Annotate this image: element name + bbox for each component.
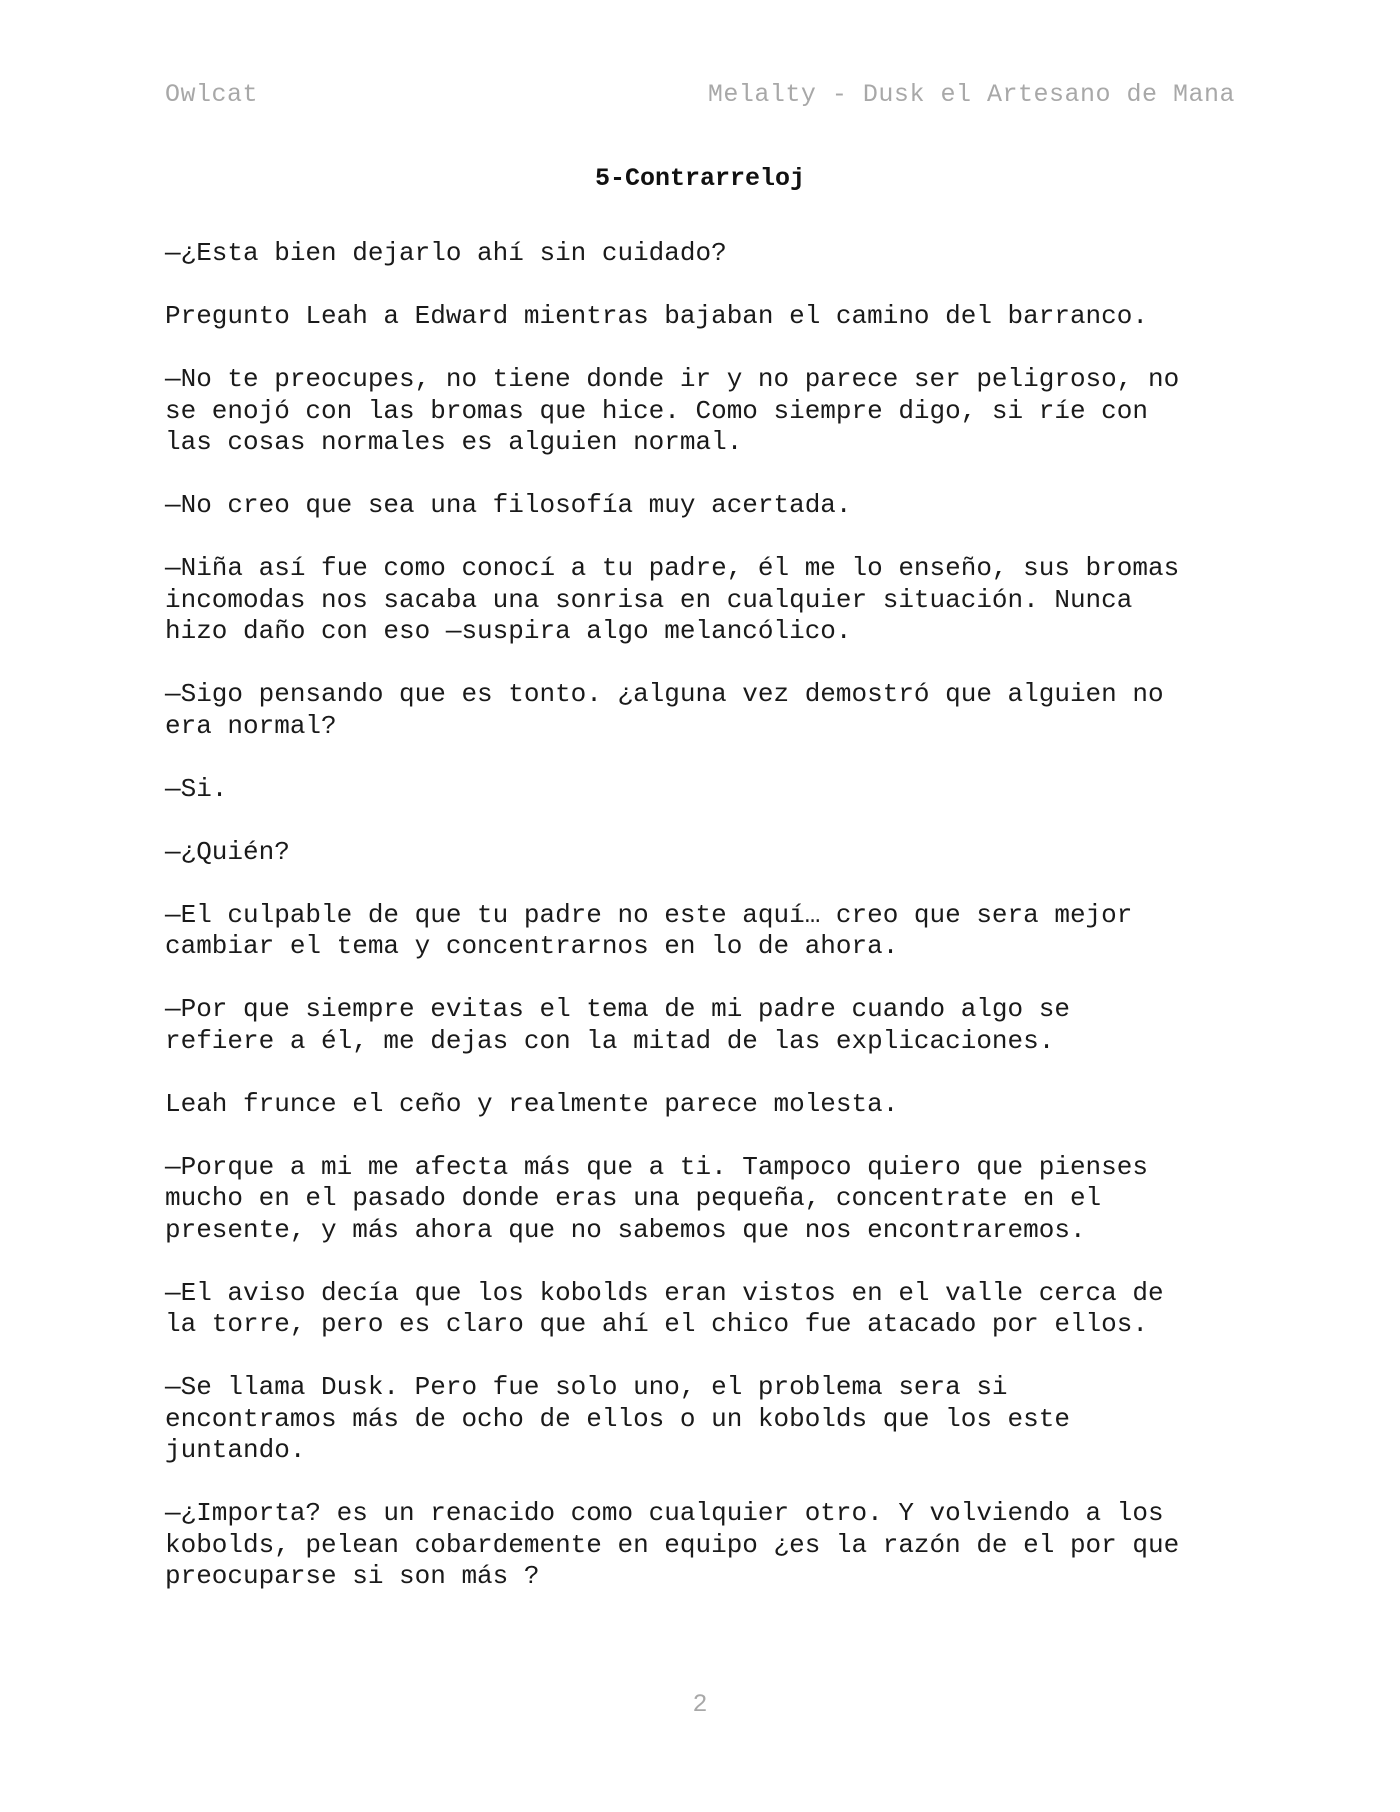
paragraph: —No te preocupes, no tiene donde ir y no parece ser peligroso, no se enojó con las bromas que hice. Como siempre digo, si ríe con las cosas normales es alguien normal. [165,364,1180,457]
paragraph: —Si. [165,773,228,804]
header-book-title: Melalty - Dusk el Artesano de Mana [707,80,1235,109]
paragraph: —¿Esta bien dejarlo ahí sin cuidado? [165,238,727,268]
page-number: 2 [692,1690,708,1719]
paragraph: —Niña así fue como conocí a tu padre, él me lo enseño, sus bromas incomodas nos sacaba una sonrisa en cualquier situación. Nunca hizo daño con eso —suspira algo melancólico. [165,553,1180,646]
paragraph: —¿Importa? es un renacido como cualquier otro. Y volviendo a los kobolds, pelean cobardemente en equipo ¿es la razón de el por que preocuparse si son más ? [165,1498,1180,1591]
paragraph: —Se llama Dusk. Pero fue solo uno, el problema sera si encontramos más de ocho de ellos o un kobolds que los este juntando. [165,1372,1070,1465]
paragraph: —Por que siempre evitas el tema de mi padre cuando algo se refiere a él, me dejas con la mitad de las explicaciones. [165,994,1070,1056]
body-text [165,238,1250,1624]
paragraph: Leah frunce el ceño y realmente parece molesta. [165,1088,899,1119]
paragraph: —El culpable de que tu padre no este aquí… creo que sera mejor cambiar el tema y concentrarnos en lo de ahora. [165,899,1133,961]
paragraph: —¿Quién? [165,836,290,867]
header-author: Owlcat [165,80,259,109]
paragraph: —No creo que sea una filosofía muy acertada. [165,490,852,520]
paragraph: —Sigo pensando que es tonto. ¿alguna vez demostró que alguien no era normal? [165,679,1164,741]
chapter-title: 5-Contrarreloj [594,164,806,193]
paragraph: —El aviso decía que los kobolds eran vistos en el valle cerca de la torre, pero es claro que ahí el chico fue atacado por ellos. [165,1277,1164,1339]
paragraph: Pregunto Leah a Edward mientras bajaban el camino del barranco. [165,301,1148,331]
paragraph: —Porque a mi me afecta más que a ti. Tampoco quiero que pienses mucho en el pasado donde eras una pequeña, concentrate en el presente, y más ahora que no sabemos que nos encontraremos. [165,1151,1148,1245]
page-header [165,80,1235,109]
